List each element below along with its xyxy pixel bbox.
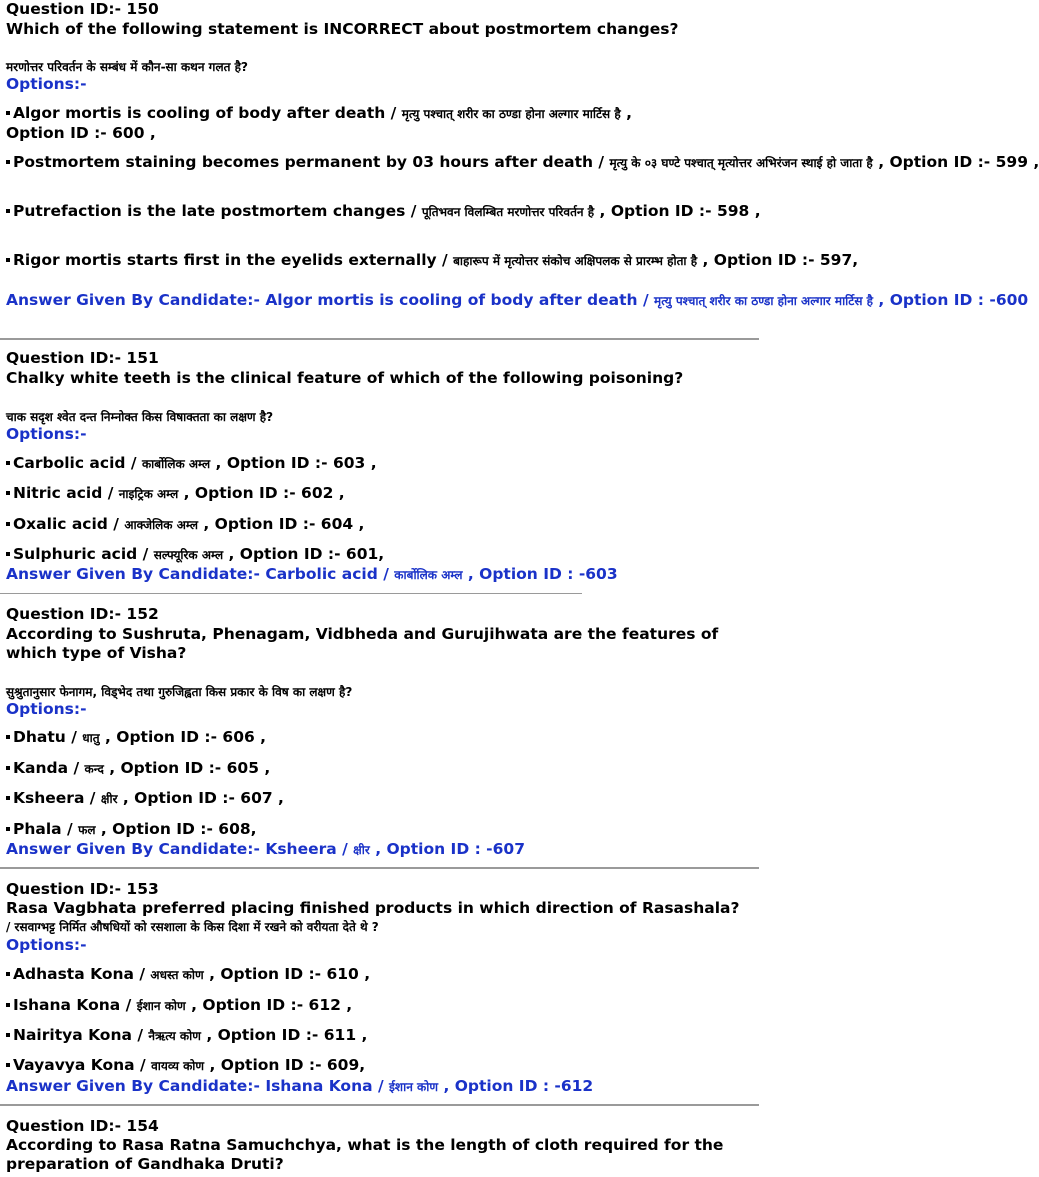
bullet-icon xyxy=(6,827,10,831)
option-item: Putrefaction is the late postmortem changes / पूतिभवन विलम्बित मरणोत्तर परिवर्तन है , Option ID :- 598 , xyxy=(6,202,761,222)
question-id: Question ID:- 152 xyxy=(6,605,159,623)
bullet-icon xyxy=(6,258,10,262)
options-label: Options:- xyxy=(6,425,87,443)
answer-given: Answer Given By Candidate:- Ishana Kona / ईशान कोण , Option ID : -612 xyxy=(6,1077,594,1095)
option-item: Rigor mortis starts first in the eyelids externally / बाहारूप में मृत्योत्तर संकोच अक्षिपलक से प्रारम्भ होता है , Option ID :- 597, xyxy=(6,251,858,271)
bullet-icon xyxy=(6,972,10,976)
question-text-hi: चाक सदृश श्वेत दन्त निम्नोक्त किस विषाक्तता का लक्षण है? xyxy=(6,410,274,424)
question-id: Question ID:- 150 xyxy=(6,0,159,18)
question-text-en: Which of the following statement is INCORRECT about postmortem changes? xyxy=(6,20,679,38)
bullet-icon xyxy=(6,796,10,800)
divider xyxy=(0,338,759,340)
option-item: Phala / फल , Option ID :- 608, xyxy=(6,820,257,840)
option-item: Kanda / कन्द , Option ID :- 605 , xyxy=(6,759,270,779)
option-item: Postmortem staining becomes permanent by 03 hours after death / मृत्यु के ०३ घण्टे पश्चात् मृत्योत्तर अभिरंजन स्थाई हो जाता है , Option ID :- 599 , xyxy=(6,153,1039,173)
bullet-icon xyxy=(6,209,10,213)
question-text-en: According to Sushruta, Phenagam, Vidbheda and Gurujihwata are the features of which type of Visha? xyxy=(6,625,719,662)
bullet-icon xyxy=(6,735,10,739)
question-text-hi: / रसवाग्भट्ट निर्मित औषधियों को रसशाला के किस दिशा में रखने को वरीयता देते थे ? xyxy=(6,920,379,934)
bullet-icon xyxy=(6,1033,10,1037)
bullet-icon xyxy=(6,491,10,495)
bullet-icon xyxy=(6,552,10,556)
bullet-icon xyxy=(6,1003,10,1007)
option-item: Oxalic acid / आक्जेलिक अम्ल , Option ID :- 604 , xyxy=(6,515,364,535)
answer-given: Answer Given By Candidate:- Ksheera / क्षीर , Option ID : -607 xyxy=(6,840,525,858)
question-text-en: Rasa Vagbhata preferred placing finished products in which direction of Rasashala? xyxy=(6,899,740,917)
option-item: Vayavya Kona / वायव्य कोण , Option ID :- 609, xyxy=(6,1056,365,1076)
question-text-hi: मरणोत्तर परिवर्तन के सम्बंध में कौन-सा कथन गलत है? xyxy=(6,60,248,74)
option-item: Ishana Kona / ईशान कोण , Option ID :- 612 , xyxy=(6,996,352,1016)
question-id: Question ID:- 153 xyxy=(6,880,159,898)
option-item: Carbolic acid / कार्बोलिक अम्ल , Option ID :- 603 , xyxy=(6,454,377,474)
question-id: Question ID:- 154 xyxy=(6,1117,159,1135)
option-item: Ksheera / क्षीर , Option ID :- 607 , xyxy=(6,789,284,809)
bullet-icon xyxy=(6,461,10,465)
divider xyxy=(0,593,582,594)
bullet-icon xyxy=(6,522,10,526)
question-text-en: According to Rasa Ratna Samuchchya, what is the length of cloth required for the preparation of Gandhaka Druti? xyxy=(6,1136,724,1173)
options-label: Options:- xyxy=(6,936,87,954)
question-text-hi: सुश्रुतानुसार फेनागम, विड्भेद तथा गुरुजिह्वता किस प्रकार के विष का लक्षण है? xyxy=(6,685,353,699)
option-item: Nitric acid / नाइट्रिक अम्ल , Option ID :- 602 , xyxy=(6,484,345,504)
divider xyxy=(0,867,759,869)
bullet-icon xyxy=(6,160,10,164)
divider xyxy=(0,1104,759,1106)
option-item: Nairitya Kona / नैऋत्य कोण , Option ID :- 611 , xyxy=(6,1026,367,1046)
answer-given: Answer Given By Candidate:- Carbolic acid / कार्बोलिक अम्ल , Option ID : -603 xyxy=(6,565,618,583)
bullet-icon xyxy=(6,766,10,770)
bullet-icon xyxy=(6,1063,10,1067)
option-item: Algor mortis is cooling of body after death / मृत्यु पश्चात् शरीर का ठण्डा होना अल्गार मार्टिस है , xyxy=(6,104,632,124)
answer-given: Answer Given By Candidate:- Algor mortis is cooling of body after death / मृत्यु पश्चात् शरीर का ठण्डा होना अल्गार मार्टिस है , Option ID : -600 xyxy=(6,291,1029,309)
question-id: Question ID:- 151 xyxy=(6,349,159,367)
options-label: Options:- xyxy=(6,700,87,718)
options-label: Options:- xyxy=(6,75,87,93)
option-item: Dhatu / धातु , Option ID :- 606 , xyxy=(6,728,266,748)
option-item: Adhasta Kona / अधस्त कोण , Option ID :- 610 , xyxy=(6,965,370,985)
question-text-en: Chalky white teeth is the clinical feature of which of the following poisoning? xyxy=(6,369,684,387)
option-item: Sulphuric acid / सल्फ्यूरिक अम्ल , Option ID :- 601, xyxy=(6,545,384,565)
bullet-icon xyxy=(6,111,10,115)
option-id: Option ID :- 600 , xyxy=(6,124,156,142)
